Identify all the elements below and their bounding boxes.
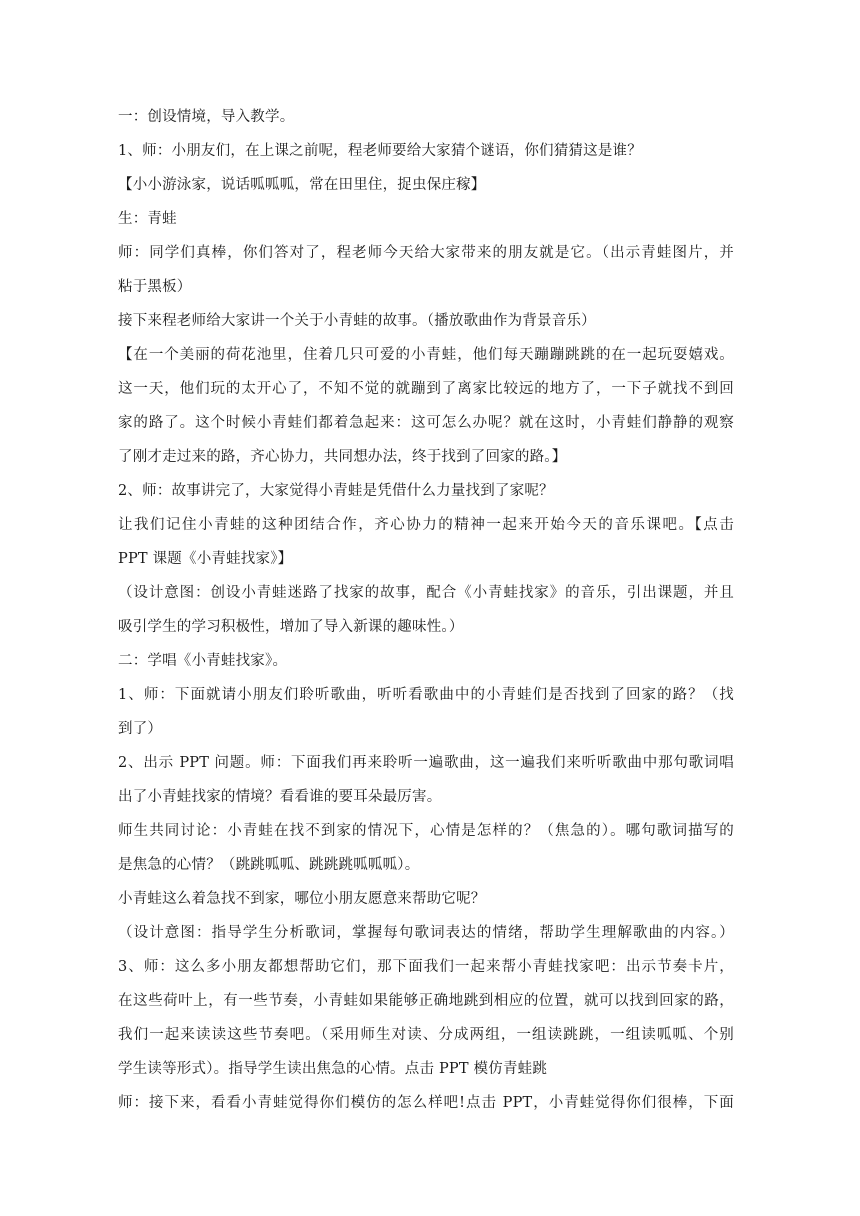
paragraph-line: 3、师：这么多小朋友都想帮助它们，那下面我们一起来帮小青蛙找家吧：出示节奏卡片， [118, 959, 734, 975]
paragraph-line: 吸引学生的学习积极性，增加了导入新课的趣味性。） [118, 619, 464, 635]
paragraph-line: （设计意图：指导学生分析歌词，掌握每句歌词表达的情绪，帮助学生理解歌曲的内容。） [118, 925, 734, 941]
paragraph-line: 1、师：下面就请小朋友们聆听歌曲，听听看歌曲中的小青蛙们是否找到了回家的路？（找 [118, 687, 734, 703]
document-body [118, 100, 734, 1120]
paragraph-line: PPT 课题《小青蛙找家》】 [118, 551, 293, 567]
paragraph-line: 2、出示 PPT 问题。师：下面我们再来聆听一遍歌曲，这一遍我们来听听歌曲中那句歌词唱 [118, 755, 734, 771]
paragraph-line: 到了） [118, 721, 163, 737]
paragraph-line: 小青蛙这么着急找不到家，哪位小朋友愿意来帮助它呢？ [118, 891, 486, 907]
paragraph-line: 师生共同讨论：小青蛙在找不到家的情况下，心情是怎样的？（焦急的）。哪句歌词描写的 [118, 823, 734, 839]
paragraph-line: 了刚才走过来的路，齐心协力，共同想办法，终于找到了回家的路。】 [118, 449, 567, 465]
paragraph-line: 2、师：故事讲完了，大家觉得小青蛙是凭借什么力量找到了家呢？ [118, 483, 554, 499]
paragraph-line: （设计意图：创设小青蛙迷路了找家的故事，配合《小青蛙找家》的音乐，引出课题，并且 [118, 585, 734, 601]
paragraph-line: 师：接下来，看看小青蛙觉得你们模仿的怎么样吧!点击 PPT，小青蛙觉得你们很棒，下面 [118, 1095, 734, 1111]
paragraph-line: 1、师：小朋友们，在上课之前呢，程老师要给大家猜个谜语，你们猜猜这是谁？ [118, 143, 642, 159]
paragraph-line: 家的路了。这个时候小青蛙们都着急起来：这可怎么办呢？就在这时，小青蛙们静静的观察 [118, 415, 734, 431]
paragraph-line: 【在一个美丽的荷花池里，住着几只可爱的小青蛙，他们每天蹦蹦跳跳的在一起玩耍嬉戏。 [118, 347, 734, 363]
paragraph-line: 是焦急的心情？（跳跳呱呱、跳跳跳呱呱呱）。 [118, 857, 420, 873]
paragraph-line: 生：青蛙 [118, 211, 177, 227]
paragraph-line: 在这些荷叶上，有一些节奏，小青蛙如果能够正确地跳到相应的位置，就可以找到回家的路， [118, 993, 734, 1009]
paragraph-line: 让我们记住小青蛙的这种团结合作，齐心协力的精神一起来开始今天的音乐课吧。【点击 [118, 517, 734, 533]
paragraph-line: 粘于黑板） [118, 279, 192, 295]
paragraph-line: 【小小游泳家，说话呱呱呱，常在田里住，捉虫保庄稼】 [118, 177, 486, 193]
paragraph-line: 这一天，他们玩的太开心了，不知不觉的就蹦到了离家比较远的地方了，一下子就找不到回 [118, 381, 734, 397]
section-heading: 一：创设情境，导入教学。 [118, 109, 295, 125]
paragraph-line: 接下来程老师给大家讲一个关于小青蛙的故事。（播放歌曲作为背景音乐） [118, 313, 596, 329]
paragraph-line: 师：同学们真棒，你们答对了，程老师今天给大家带来的朋友就是它。（出示青蛙图片，并 [118, 245, 734, 261]
section-heading: 二：学唱《小青蛙找家》。 [118, 653, 288, 669]
paragraph-line: 学生读等形式）。指导学生读出焦急的心情。点击 PPT 模仿青蛙跳 [118, 1061, 548, 1077]
paragraph-line: 我们一起来读读这些节奏吧。（采用师生对读、分成两组，一组读跳跳，一组读呱呱、个别 [118, 1027, 734, 1043]
paragraph-line: 出了小青蛙找家的情境？看看谁的要耳朵最厉害。 [118, 789, 442, 805]
